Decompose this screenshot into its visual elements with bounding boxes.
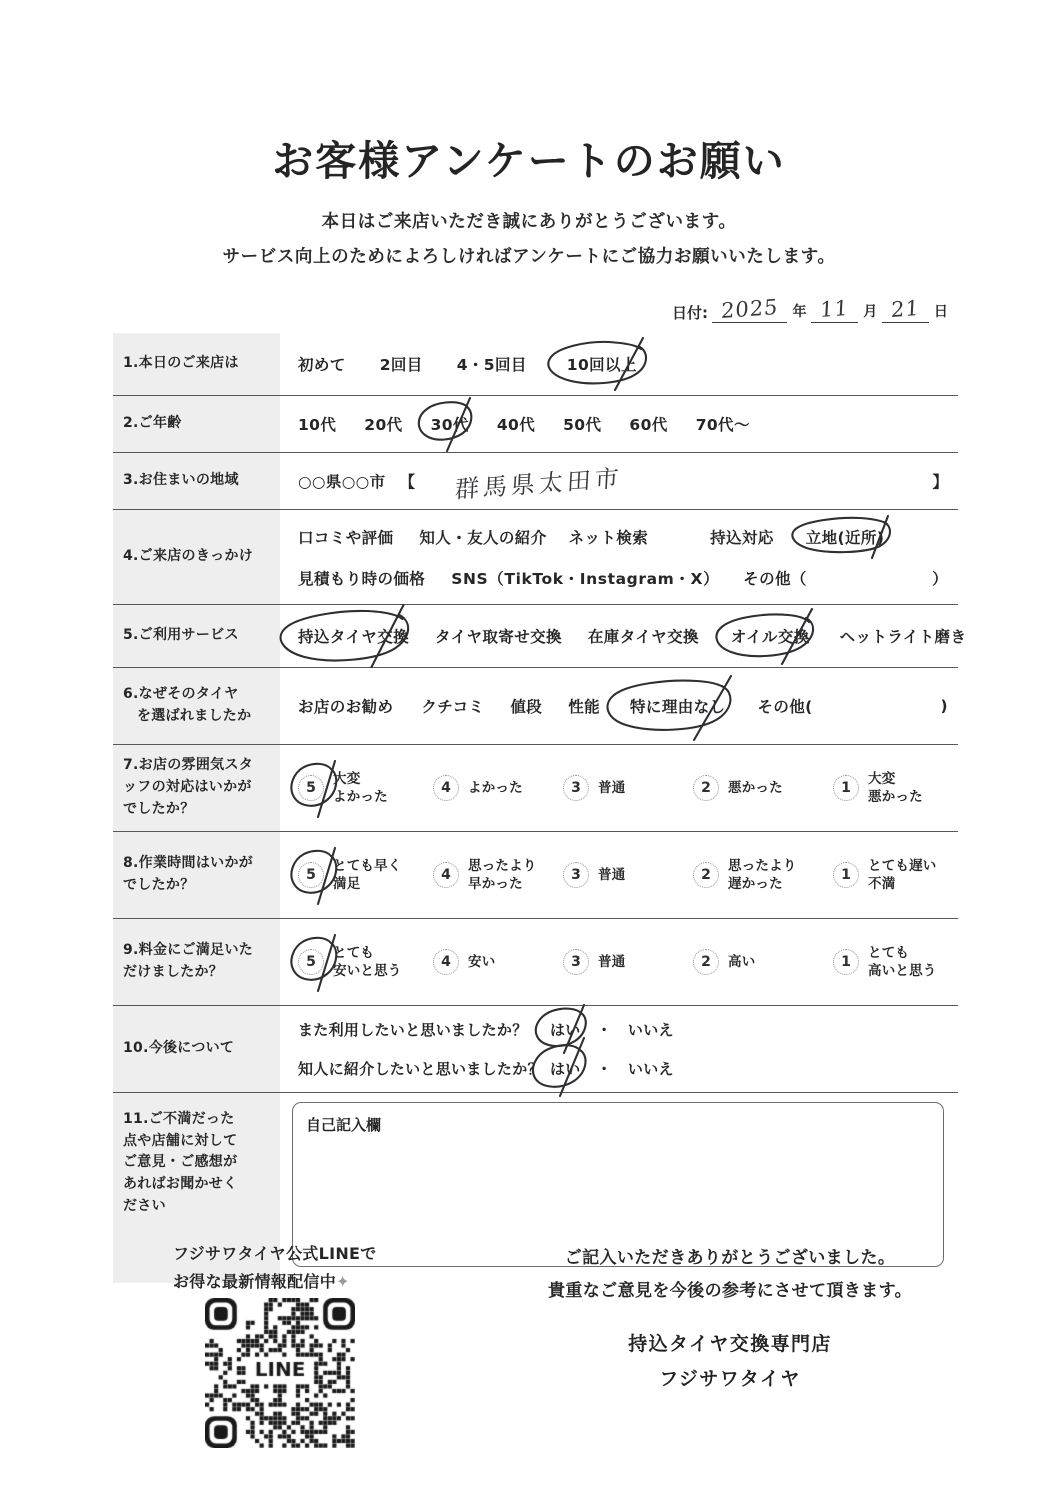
question-2-options: [298, 413, 952, 435]
q9-scale-1-text-line-2: 高いと思う: [868, 963, 937, 979]
q2-option-3[interactable]: 40代: [496, 416, 536, 434]
question-7-label-line-1: 7.お店の雰囲気スタ: [123, 757, 254, 774]
q7-scale-3[interactable]: [563, 775, 693, 801]
intro-line-2: サービス向上のためによろしければアンケートにご協力お願いいたします。: [222, 247, 836, 267]
q4-option-0[interactable]: 口コミや評価: [298, 528, 394, 547]
q4-other-close: ）: [932, 569, 948, 588]
q9-scale-3-text: 普通: [598, 953, 626, 970]
q8-scale-3-text: 普通: [598, 866, 626, 883]
q9-scale-5-text: [333, 944, 402, 980]
date-year-segment[interactable]: [712, 294, 787, 324]
question-8-label: [113, 832, 280, 918]
line-promo-line-1: フジサワタイヤ公式LINEで: [173, 1244, 377, 1263]
q4-option-other[interactable]: その他（: [743, 569, 807, 588]
q8-scale-4-text-line-1: 思ったより: [468, 857, 537, 874]
q8-scale-1[interactable]: [833, 857, 937, 893]
q8-scale-1-text: [868, 857, 937, 893]
shop-tagline: 持込タイヤ交換専門店: [628, 1333, 832, 1355]
question-4-label: 4.ご来店のきっかけ: [113, 510, 280, 604]
q8-scale-1-text-line-1: とても遅い: [868, 857, 937, 874]
question-9-scale: [298, 944, 952, 980]
q10-row-1-no[interactable]: いいえ: [627, 1021, 674, 1039]
q9-scale-1-number: 1: [833, 949, 859, 975]
question-row-10: [113, 1006, 958, 1093]
q9-scale-3[interactable]: [563, 949, 693, 975]
q2-option-4[interactable]: 50代: [563, 416, 602, 434]
date-day-unit: 日: [933, 304, 948, 320]
q7-scale-5-text: [333, 770, 388, 806]
q4-option-2[interactable]: ネット検索: [568, 528, 649, 547]
q9-scale-1[interactable]: [833, 944, 937, 980]
q5-option-3-label: オイル交換: [730, 628, 810, 646]
question-8-body: [280, 832, 958, 918]
q7-scale-5-number: 5: [298, 775, 324, 801]
q2-option-5[interactable]: 60代: [629, 416, 668, 434]
q5-option-4[interactable]: ヘットライト磨き: [839, 628, 967, 646]
q5-option-3[interactable]: [731, 625, 810, 647]
date-year-value: 2025: [720, 294, 780, 324]
date-month-segment[interactable]: [811, 297, 858, 323]
q10-row-1-yes[interactable]: [550, 1019, 581, 1040]
q7-scale-1-text: [868, 770, 923, 806]
question-8-label-line-1: 8.作業時間はいかが: [123, 855, 254, 872]
line-promo-text: [173, 1240, 377, 1295]
q8-scale-5-text-line-2: 満足: [333, 876, 361, 892]
question-3-label: 3.お住まいの地域: [113, 453, 280, 509]
q9-scale-1-text-line-1: とても: [868, 944, 910, 961]
q5-option-1[interactable]: タイヤ取寄せ交換: [435, 628, 562, 646]
q7-scale-2-text: 悪かった: [728, 779, 783, 796]
question-7-label: [113, 745, 280, 831]
question-6-options: [298, 695, 952, 717]
q5-option-0[interactable]: [298, 625, 409, 647]
q7-scale-5-text-line-1: 大変: [333, 770, 361, 787]
question-4-options-row-2: [298, 567, 952, 589]
question-10-row-1: [298, 1019, 952, 1040]
q9-scale-1-text: [868, 944, 937, 980]
q1-option-2[interactable]: 4・5回目: [456, 356, 527, 374]
q8-scale-4[interactable]: [433, 857, 563, 893]
q3-bracket-open: 【: [399, 473, 416, 491]
q7-scale-3-text: 普通: [598, 779, 626, 796]
q10-row-1-separator: ・: [596, 1021, 612, 1039]
date-label: 日付:: [672, 304, 708, 322]
q7-scale-4-number: 4: [433, 775, 459, 801]
q3-answer-handwriting[interactable]: 群馬県太田市: [454, 463, 624, 504]
q1-option-3-label: 10回以上: [566, 356, 637, 374]
question-11-label-line-1: 11.ご不満だった: [123, 1111, 235, 1127]
q9-scale-5-number: 5: [298, 949, 324, 975]
q6-option-2[interactable]: 値段: [510, 698, 543, 716]
q6-other-close: ): [940, 697, 948, 715]
question-4-body: [280, 510, 958, 604]
q7-scale-5[interactable]: [298, 770, 433, 806]
q8-scale-4-text-line-2: 早かった: [468, 876, 523, 892]
q8-scale-2[interactable]: [693, 857, 833, 893]
page-title: お客様アンケートのお願い: [272, 137, 786, 185]
q1-option-0[interactable]: 初めて: [298, 356, 346, 374]
thanks-line-2: 貴重なご意見を今後の参考にさせて頂きます。: [547, 1281, 913, 1302]
q7-scale-4[interactable]: [433, 775, 563, 801]
q1-option-3[interactable]: [567, 353, 637, 375]
shop-name: フジサワタイヤ: [659, 1368, 801, 1391]
question-11-label-line-2: 点や店舗に対して: [123, 1132, 238, 1149]
q7-scale-4-text: よかった: [468, 779, 523, 796]
question-6-body: [280, 668, 958, 744]
question-row-1: [113, 333, 958, 396]
q4-option-4[interactable]: [806, 526, 885, 548]
q1-option-1[interactable]: 2回目: [379, 356, 423, 374]
q7-scale-1-text-line-1: 大変: [868, 770, 896, 787]
q6-option-other[interactable]: その他(: [757, 698, 813, 716]
q8-scale-2-text-line-2: 遅かった: [728, 876, 783, 892]
question-9-label-line-1: 9.料金にご満足いた: [123, 942, 254, 959]
q10-row-2-question: 知人に紹介したいと思いましたか？: [298, 1060, 543, 1078]
q7-scale-3-number: 3: [563, 775, 589, 801]
q7-scale-1-text-line-2: 悪かった: [868, 789, 923, 805]
question-row-4: [113, 510, 958, 605]
question-11-label-line-4: あればお聞かせく: [123, 1176, 238, 1193]
q2-option-0[interactable]: 10代: [298, 416, 337, 434]
question-1-body: [280, 333, 958, 395]
q10-row-2-yes[interactable]: [550, 1058, 581, 1079]
question-5-options: [298, 625, 966, 647]
question-10-row-2: [298, 1058, 952, 1079]
date-day-segment[interactable]: [882, 297, 929, 323]
q3-bracket-close: 】: [932, 473, 948, 491]
date-field: [672, 294, 953, 324]
q9-scale-4-text: 安い: [468, 953, 496, 970]
question-row-9: [113, 919, 958, 1006]
q4-option-4-label: 立地(近所): [805, 528, 885, 547]
q8-scale-3[interactable]: [563, 862, 693, 888]
q4-option-5[interactable]: 見積もり時の価格: [298, 569, 426, 588]
q4-option-6[interactable]: SNS（TikTok・Instagram・X）: [451, 569, 720, 588]
q8-scale-4-text: [468, 857, 537, 893]
q10-row-2-yes-label: はい: [550, 1060, 581, 1078]
qr-code-canvas: [205, 1298, 355, 1448]
question-10-body: [280, 1006, 958, 1092]
question-7-label-line-2: ッフの対応はいかが: [123, 779, 252, 796]
line-qr-code[interactable]: [205, 1298, 355, 1448]
question-2-body: [280, 396, 958, 452]
question-row-5: [113, 605, 967, 668]
q2-option-6[interactable]: 70代～: [695, 416, 750, 434]
question-5-label: 5.ご利用サービス: [113, 605, 280, 667]
q8-scale-3-number: 3: [563, 862, 589, 888]
q9-scale-2-text: 高い: [728, 953, 756, 970]
question-7-label-line-3: でしたか？: [123, 800, 195, 817]
q7-scale-2-number: 2: [693, 775, 719, 801]
q3-prefix: ○○県○○市: [298, 473, 386, 491]
q8-scale-2-number: 2: [693, 862, 719, 888]
shop-signature: [500, 1327, 960, 1397]
date-month-value: 11: [819, 295, 850, 323]
question-10-label: 10.今後について: [113, 1006, 280, 1092]
intro-line-1: 本日はご来店いただき誠にありがとうございます。: [321, 212, 737, 232]
question-3-body: [280, 453, 958, 509]
sparkle-icon: ✦: [336, 1271, 350, 1291]
thanks-text: [500, 1242, 960, 1308]
q6-option-4[interactable]: [630, 695, 725, 717]
q7-scale-2[interactable]: [693, 775, 833, 801]
q9-scale-5-text-line-1: とても: [333, 944, 375, 961]
question-7-body: [280, 745, 958, 831]
question-row-2: [113, 396, 958, 453]
q4-option-1[interactable]: 知人・友人の紹介: [419, 528, 547, 547]
q8-scale-1-number: 1: [833, 862, 859, 888]
question-7-scale: [298, 770, 952, 806]
question-3-answer-row: [298, 463, 952, 504]
question-6-label: [113, 668, 280, 744]
question-row-3: [113, 453, 958, 510]
q5-option-2[interactable]: 在庫タイヤ交換: [587, 628, 699, 646]
question-11-label-line-3: ご意見・ご感想が: [123, 1154, 238, 1171]
q9-scale-3-number: 3: [563, 949, 589, 975]
q10-row-1-question: また利用したいと思いましたか？: [298, 1021, 528, 1039]
q7-scale-1-number: 1: [833, 775, 859, 801]
q9-scale-4-number: 4: [433, 949, 459, 975]
question-row-8: [113, 832, 958, 919]
q7-scale-5-text-line-2: よかった: [333, 789, 388, 805]
q6-option-0[interactable]: お店のお勧め: [298, 698, 394, 716]
q10-row-2-separator: ・: [596, 1060, 612, 1078]
q8-scale-2-text: [728, 857, 797, 893]
q10-row-2-no[interactable]: いいえ: [627, 1060, 674, 1078]
question-6-label-line-2: を選ばれましたか: [137, 708, 252, 724]
q8-scale-4-number: 4: [433, 862, 459, 888]
q9-scale-4[interactable]: [433, 949, 563, 975]
q9-scale-5-text-line-2: 安いと思う: [333, 963, 402, 979]
question-9-label: [113, 919, 280, 1005]
question-8-label-line-2: でしたか？: [123, 877, 195, 893]
q9-scale-5[interactable]: [298, 944, 433, 980]
question-4-options-row-1: [298, 526, 952, 548]
question-11-label-line-5: ださい: [123, 1197, 166, 1214]
date-month-unit: 月: [863, 304, 878, 320]
question-2-label: 2.ご年齢: [113, 396, 280, 452]
date-year-unit: 年: [792, 304, 807, 320]
q2-option-2[interactable]: [431, 413, 469, 435]
q8-scale-2-text-line-1: 思ったより: [728, 857, 797, 874]
question-row-7: [113, 745, 958, 832]
date-day-value: 21: [890, 295, 921, 323]
q10-row-1-yes-label: はい: [550, 1021, 581, 1039]
q5-option-0-label: 持込タイヤ交換: [298, 628, 409, 646]
q9-scale-2[interactable]: [693, 949, 833, 975]
question-8-scale: [298, 857, 952, 893]
q6-option-3[interactable]: 性能: [568, 698, 601, 716]
question-row-6: [113, 668, 958, 745]
q9-scale-2-number: 2: [693, 949, 719, 975]
q8-scale-5-text: [333, 857, 402, 893]
q2-option-1[interactable]: 20代: [364, 416, 403, 434]
q8-scale-5-text-line-1: とても早く: [333, 857, 402, 874]
q8-scale-5-number: 5: [298, 862, 324, 888]
q8-scale-5[interactable]: [298, 857, 433, 893]
survey-table: [113, 333, 967, 1283]
question-5-body: [280, 605, 972, 667]
question-6-label-line-1: 6.なぜそのタイヤ: [123, 686, 239, 703]
line-promo-line-2: お得な最新情報配信中: [173, 1271, 337, 1291]
q6-option-1[interactable]: クチコミ: [421, 698, 485, 716]
question-1-options: [298, 353, 952, 375]
q4-option-3[interactable]: 持込対応: [710, 528, 774, 547]
question-9-label-line-2: だけましたか？: [123, 964, 224, 980]
question-1-label: 1.本日のご来店は: [113, 333, 280, 395]
q8-scale-1-text-line-2: 不満: [868, 876, 896, 892]
thanks-line-1: ご記入いただきありがとうございました。: [564, 1248, 896, 1268]
question-9-body: [280, 919, 958, 1005]
free-comment-placeholder: 自己記入欄: [306, 1116, 382, 1134]
q7-scale-1[interactable]: [833, 770, 923, 806]
q2-option-2-label: 30代: [430, 416, 469, 434]
q6-option-4-label: 特に理由なし: [630, 698, 726, 716]
